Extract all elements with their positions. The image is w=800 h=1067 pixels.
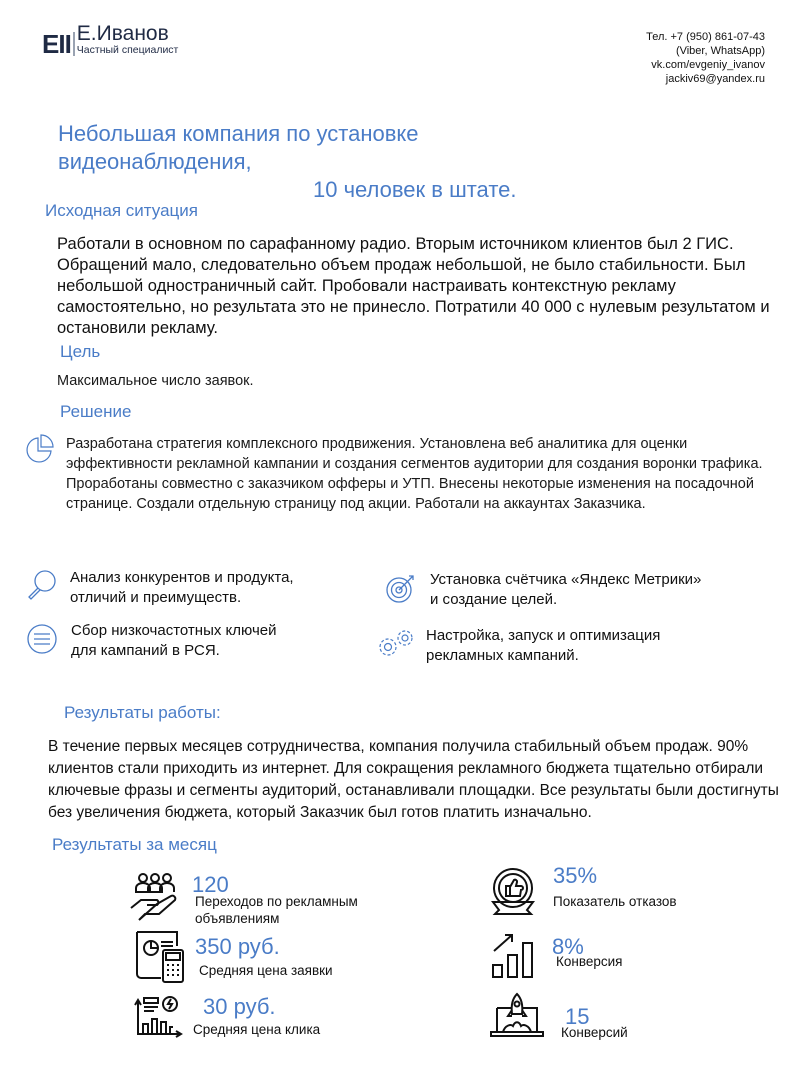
- target-icon: [384, 571, 418, 610]
- monthly-heading: Результаты за месяц: [52, 835, 217, 854]
- messengers: (Viber, WhatsApp): [675, 45, 765, 57]
- calculator-chart-icon: [133, 928, 187, 991]
- feature-line-1: Установка счётчика «Яндекс Метрики»: [430, 571, 702, 588]
- feature-line-2: для кампаний в РСЯ.: [71, 642, 220, 659]
- stat-label: [195, 893, 358, 927]
- results-text: В течение первых месяцев сотрудничества, компания получила стабильный объем продаж. 90% клиентов стали приходить из интернет. Для сокращения рекламного бюджета тщательно отбирали ключевые фразы и сегменты аудиторий, останавливали площадки. Все результаты были достигнуты без увеличения бюджета, который Заказчик был готов платить изначально.: [48, 738, 779, 821]
- logo-name: Е.Иванов: [76, 22, 169, 45]
- stat-label-line: Переходов по рекламным: [195, 894, 358, 909]
- stat-label: Конверсия: [556, 954, 623, 969]
- feature-line-2: рекламных кампаний.: [426, 647, 579, 664]
- phone[interactable]: Тел. +7 (950) 861-07-43: [646, 31, 765, 43]
- pie-chart-icon: [24, 433, 56, 470]
- title-line-2: 10 человек в штате.: [313, 177, 517, 202]
- magnifier-icon: [24, 567, 60, 608]
- stat-value: 120: [192, 872, 229, 897]
- feature-line-1: Сбор низкочастотных ключей: [71, 622, 277, 639]
- feature-item: [25, 621, 276, 661]
- initial-heading: Исходная ситуация: [45, 201, 198, 220]
- results-heading: Результаты работы:: [64, 703, 221, 722]
- contacts: [646, 30, 765, 86]
- feature-line-2: и создание целей.: [430, 591, 558, 608]
- gears-icon: [376, 628, 416, 665]
- stat-label: Средняя цена заявки: [199, 963, 333, 978]
- logo-mark: ЕII: [42, 32, 75, 56]
- email-link[interactable]: jackiv69@yandex.ru: [665, 73, 765, 85]
- feature-item: [24, 567, 294, 608]
- stat-value: 30 руб.: [203, 994, 276, 1019]
- feature-line-1: Настройка, запуск и оптимизация: [426, 627, 661, 644]
- stat-label: Конверсий: [561, 1025, 628, 1040]
- goal-heading: Цель: [60, 342, 101, 361]
- feature-line-1: Анализ конкурентов и продукта,: [70, 568, 294, 586]
- rocket-laptop-icon: [489, 992, 545, 1045]
- page-title: [58, 120, 618, 204]
- title-line-1: Небольшая компания по установке видеонаблюдения,: [58, 121, 419, 174]
- stat-label-line: объявлениям: [195, 911, 280, 926]
- feature-line-2: отличий и преимуществ.: [70, 588, 242, 606]
- stat-value: 15: [565, 1004, 590, 1029]
- logo-subtitle: Частный специалист: [76, 44, 179, 56]
- feature-item: [384, 570, 701, 610]
- goal-text: Максимальное число заявок.: [57, 373, 254, 389]
- analytics-cost-icon: [134, 992, 186, 1043]
- growth-bars-icon: [490, 933, 538, 984]
- list-circle-icon: [25, 622, 59, 661]
- stat-label: Показатель отказов: [553, 894, 677, 909]
- stat-value: 8%: [552, 934, 584, 959]
- solution-heading: Решение: [60, 402, 132, 421]
- stat-value: 35%: [553, 863, 598, 888]
- initial-text: Работали в основном по сарафанному радио. Вторым источником клиентов был 2 ГИС. Обращений мало, следовательно объем продаж небольшой, не было стабильности. Был небольшой одностраничный сайт. Пробовали настраивать контекстную рекламу самостоятельно, но результата это не принесло. Потратили 40 000 с нулевым результатом и остановили рекламу.: [57, 235, 770, 337]
- stat-label: Средняя цена клика: [193, 1022, 321, 1037]
- badge-thumbs-up-icon: [487, 866, 539, 923]
- vk-link[interactable]: vk.com/evgeniy_ivanov: [651, 59, 765, 71]
- solution-text: Разработана стратегия комплексного продвижения. Установлена веб аналитика для оценки эффективности рекламной кампании и создания сегментов аудитории для создания воронки трафика. Проработаны совместно с заказчиком офферы и УТП. Внесены некоторые изменения на посадочной странице. Создали отдельную страницу под акции. Работали на аккаунтах Заказчика.: [66, 436, 763, 512]
- people-hand-icon: [127, 870, 185, 929]
- logo: [42, 22, 179, 59]
- feature-item: [376, 626, 660, 666]
- stat-value: 350 руб.: [195, 934, 280, 959]
